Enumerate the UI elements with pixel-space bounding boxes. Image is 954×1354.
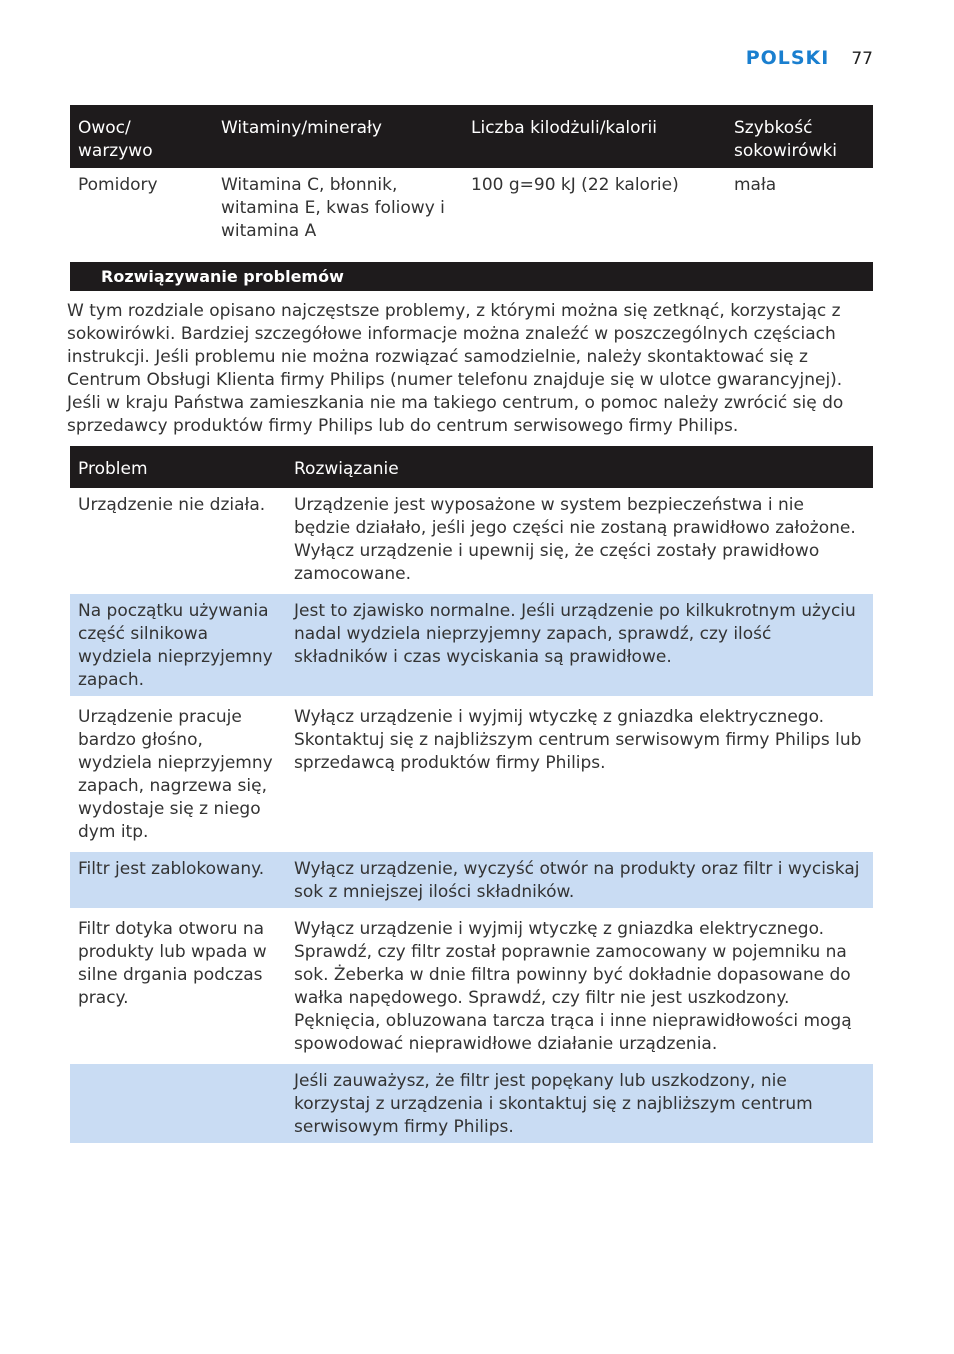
table-header-row [70,446,873,488]
header-fruit-vegetable: Owoc/ warzywo [70,105,213,168]
cell-vitamins: Witamina C, błonnik, witamina E, kwas foliowy i witamina A [221,175,445,241]
problem-cell: Filtr jest zablokowany. [70,850,286,910]
problem-cell: Na początku używania część silnikowa wydziela nieprzyjemny zapach. [70,592,286,698]
table-row [70,488,873,592]
header-solution: Rozwiązanie [286,446,873,488]
fruit-vegetable-table [70,105,873,247]
solution-cell: Jeśli zauważysz, że filtr jest popękany lub uszkodzony, nie korzystaj z urządzenia i skontaktuj się z najbliższym centrum serwisowym firmy Philips. [286,1062,873,1145]
cell-speed: mała [734,175,777,195]
problem-cell: Filtr dotyka otworu na produkty lub wpada w silne drgania podczas pracy. [70,910,286,1062]
table-row [70,850,873,910]
header-juicer-speed: Szybkość sokowirówki [726,105,873,168]
table-header-row [70,105,873,168]
header-problem: Problem [70,446,286,488]
solution-cell: Wyłącz urządzenie, wyczyść otwór na produkty oraz filtr i wyciskaj sok z mniejszej ilości składników. [286,850,873,910]
page-number: 77 [851,49,873,69]
table-row [70,168,873,247]
problem-cell: Urządzenie pracuje bardzo głośno, wydziela nieprzyjemny zapach, nagrzewa się, wydostaje się z niego dym itp. [70,698,286,850]
cell-fruit: Pomidory [78,175,158,195]
language-label: POLSKI [745,47,830,69]
table-row [70,910,873,1062]
cell-calories: 100 g=90 kJ (22 kalorie) [471,175,679,195]
solution-cell: Urządzenie jest wyposażone w system bezpieczeństwa i nie będzie działało, jeśli jego części nie zostaną prawidłowo założone. Wyłącz urządzenie i upewnij się, że części zostały prawidłowo zamocowane. [286,488,873,592]
troubleshooting-table [70,446,873,1147]
table-row [70,1062,873,1145]
solution-cell: Jest to zjawisko normalne. Jeśli urządzenie po kilkukrotnym użyciu nadal wydziela nieprzyjemny zapach, sprawdź, czy ilość składników i czas wyciskania są prawidłowe. [286,592,873,698]
problem-cell: Urządzenie nie działa. [70,488,286,592]
table-row [70,592,873,698]
table-row [70,698,873,850]
solution-cell: Wyłącz urządzenie i wyjmij wtyczkę z gniazdka elektrycznego. Sprawdź, czy filtr został poprawnie zamocowany w pojemniku na sok. Żeberka w dnie filtra powinny być dokładnie dopasowane do wałka napędowego. Sprawdź, czy filtr nie jest uszkodzony. Pęknięcia, obluzowana tarcza trąca i inne nieprawidłowości mogą spowodować nieprawidłowe działanie urządzenia. [286,910,873,1062]
section-heading: Rozwiązywanie problemów [70,262,873,291]
solution-cell: Wyłącz urządzenie i wyjmij wtyczkę z gniazdka elektrycznego. Skontaktuj się z najbliższym centrum serwisowym firmy Philips lub sprzedawcą produktów firmy Philips. [286,698,873,850]
problem-cell [70,1062,286,1145]
intro-paragraph: W tym rozdziale opisano najczęstsze problemy, z którymi można się zetknąć, korzystając z sokowirówki. Bardziej szczegółowe informacje można znaleźć w poszczególnych częściach instrukcji. Jeśli problemu nie można rozwiązać samodzielnie, należy skontaktować się z Centrum Obsługi Klienta firmy Philips (numer telefonu znajduje się w ulotce gwarancyjnej). Jeśli w kraju Państwa zamieszkania nie ma takiego centrum, o pomoc należy zwrócić się do sprzedawcy produktów firmy Philips lub do centrum serwisowego firmy Philips. [67,301,844,436]
page-header [746,47,873,69]
header-vitamins-minerals: Witaminy/minerały [213,105,463,168]
header-kilojoules-calories: Liczba kilodżuli/kalorii [463,105,726,168]
